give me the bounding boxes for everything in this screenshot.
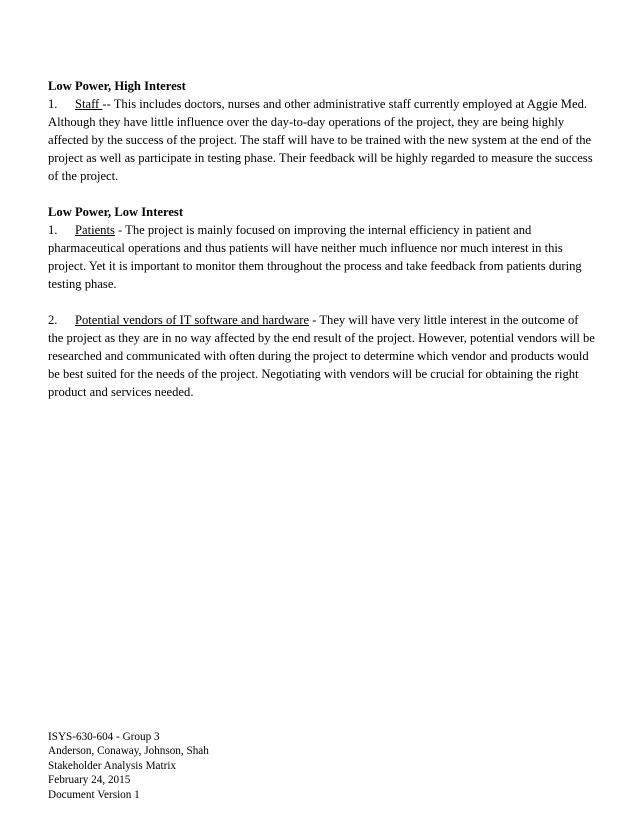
stakeholder-description-staff: -- This includes doctors, nurses and other administrative staff currently employed at Aggie Med. Although they have little influence over the day-to-day operations of the project, they are being highly affected by the success of the project. The staff will have to be trained with the new system at the end of the project as well as participate in testing phase. Their feedback will be highly regarded to measure the success of the project. — [48, 97, 593, 183]
footer-course: ISYS-630-604 - Group 3 — [48, 731, 160, 743]
stakeholder-item-patients — [48, 221, 596, 293]
spacer — [48, 293, 596, 311]
item-number: 1. — [48, 223, 58, 237]
item-number: 1. — [48, 97, 58, 111]
footer-version: Document Version 1 — [48, 788, 140, 801]
footer-doc-title: Stakeholder Analysis Matrix — [48, 759, 177, 772]
document-footer — [48, 730, 209, 802]
document-body — [48, 77, 596, 401]
stakeholder-term-vendors: Potential vendors of IT software and hardware — [75, 313, 310, 327]
spacer — [48, 185, 596, 203]
stakeholder-item-vendors — [48, 311, 596, 401]
footer-authors: Anderson, Conaway, Johnson, Shah — [48, 745, 209, 758]
stakeholder-term-staff: Staff — [75, 97, 103, 111]
section-heading-low-power-low-interest: Low Power, Low Interest — [48, 205, 184, 219]
stakeholder-description-patients: - The project is mainly focused on improving the internal efficiency in patient and pharmaceutical operations and thus patients will have neither much influence nor much interest in this project. Yet it is important to monitor them throughout the process and take feedback from patients during testing phase. — [48, 223, 582, 291]
section-heading-low-power-high-interest: Low Power, High Interest — [48, 79, 186, 93]
item-number: 2. — [48, 313, 58, 327]
footer-date: February 24, 2015 — [48, 774, 131, 787]
stakeholder-item-staff — [48, 95, 596, 185]
stakeholder-description-vendors: - They will have very little interest in the outcome of the project as they are in no way affected by the end result of the project. However, potential vendors will be researched and communicated with often during the project to determine which vendor and products would be best suited for the needs of the project. Negotiating with vendors will be crucial for obtaining the right product and services needed. — [48, 313, 595, 399]
stakeholder-term-patients: Patients — [75, 223, 115, 237]
